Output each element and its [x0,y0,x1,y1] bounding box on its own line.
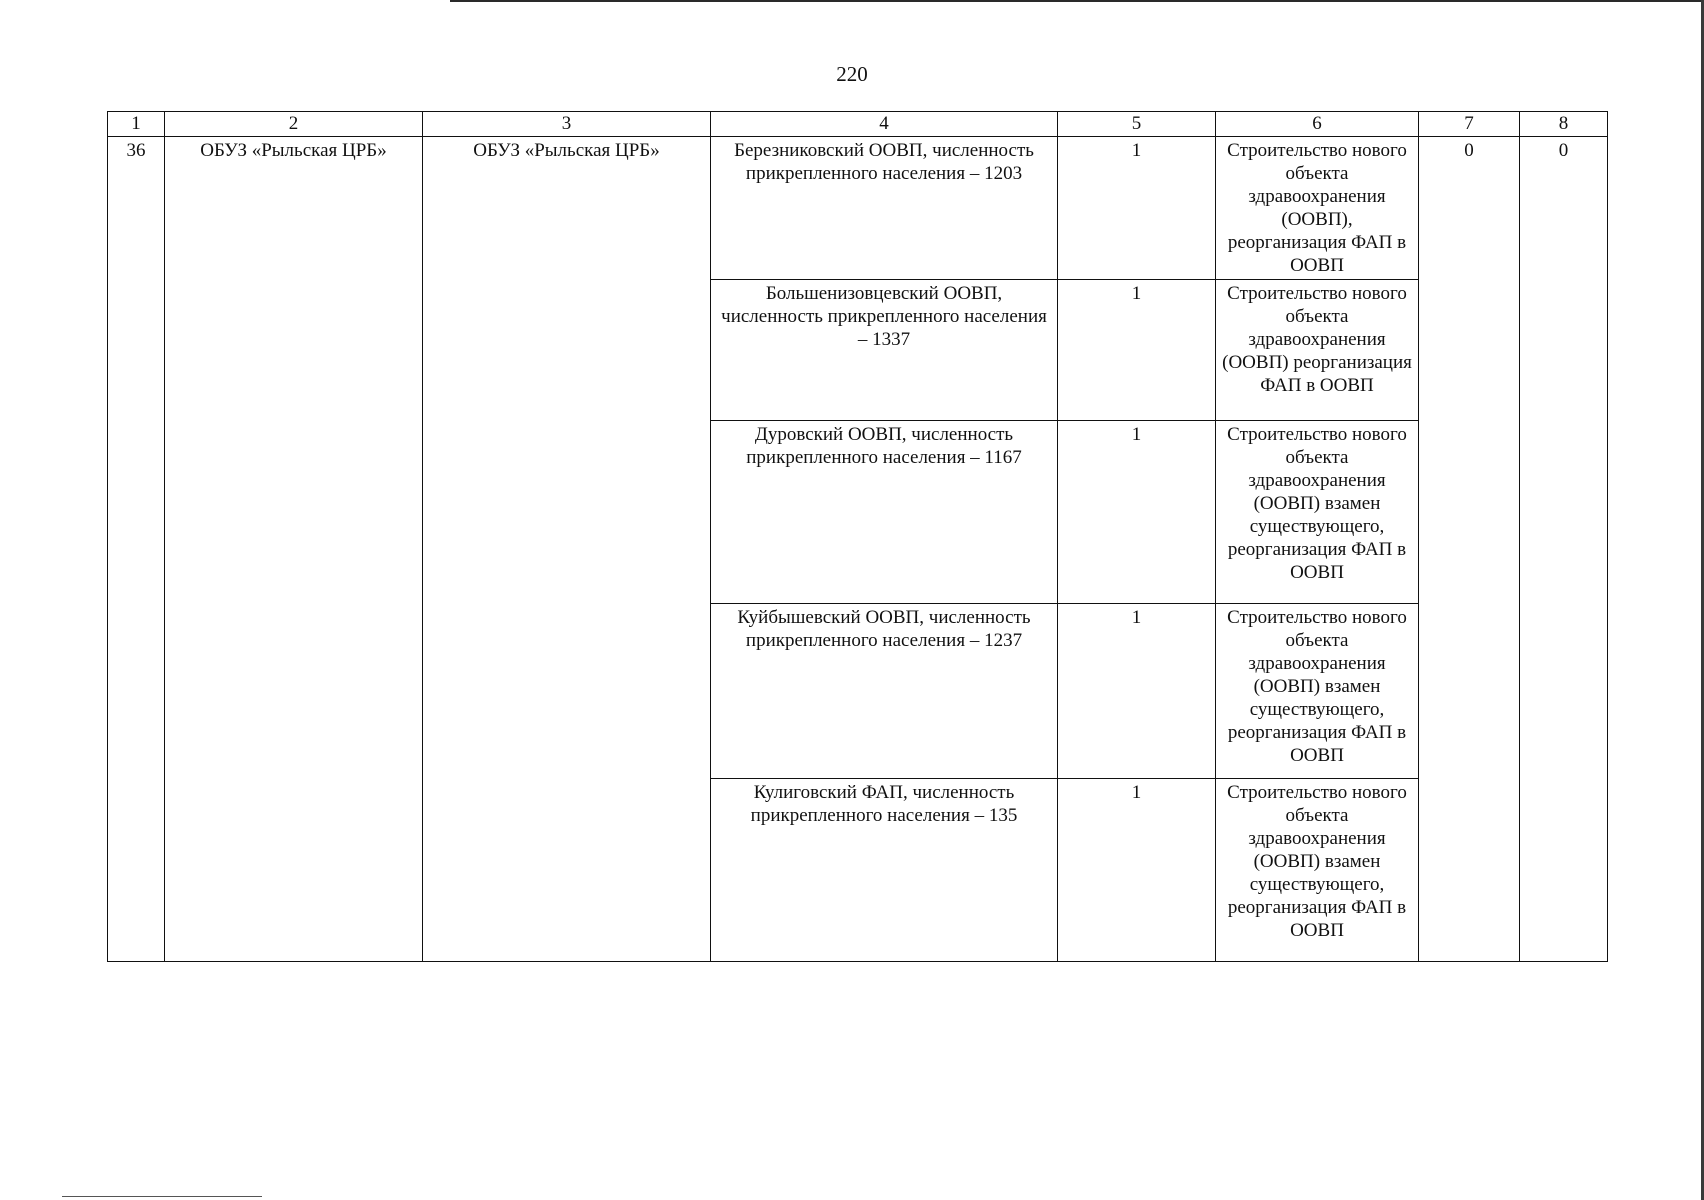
action-cell: Строительство нового объекта здравоохранения (ООВП) взамен существующего, реорганизация ФАП в ООВП [1216,421,1419,604]
table-row [108,137,1608,280]
header-cell-8: 8 [1520,112,1608,137]
scan-edge-bottom [62,1196,262,1197]
count-cell: 1 [1058,280,1216,421]
count-cell: 1 [1058,137,1216,280]
object-cell: Кулиговский ФАП, численность прикрепленного населения – 135 [711,779,1058,962]
col8-cell: 0 [1520,137,1608,962]
object-cell: Куйбышевский ООВП, численность прикрепленного населения – 1237 [711,604,1058,779]
object-cell: Березниковский ООВП, численность прикрепленного населения – 1203 [711,137,1058,280]
count-cell: 1 [1058,604,1216,779]
data-table [107,111,1608,962]
header-cell-4: 4 [711,112,1058,137]
action-cell: Строительство нового объекта здравоохранения (ООВП) реорганизация ФАП в ООВП [1216,280,1419,421]
header-cell-5: 5 [1058,112,1216,137]
action-cell: Строительство нового объекта здравоохранения (ООВП) взамен существующего, реорганизация ФАП в ООВП [1216,779,1419,962]
scan-edge-top [450,0,1704,2]
object-cell: Дуровский ООВП, численность прикрепленного населения – 1167 [711,421,1058,604]
row-number-cell: 36 [108,137,165,962]
header-cell-3: 3 [423,112,711,137]
action-cell: Строительство нового объекта здравоохранения (ООВП) взамен существующего, реорганизация ФАП в ООВП [1216,604,1419,779]
object-cell: Большенизовцевский ООВП, численность прикрепленного населения – 1337 [711,280,1058,421]
header-cell-1: 1 [108,112,165,137]
header-cell-7: 7 [1419,112,1520,137]
organization-ref-cell: ОБУЗ «Рыльская ЦРБ» [423,137,711,962]
header-row [108,112,1608,137]
organization-cell: ОБУЗ «Рыльская ЦРБ» [165,137,423,962]
action-cell: Строительство нового объекта здравоохранения (ООВП), реорганизация ФАП в ООВП [1216,137,1419,280]
count-cell: 1 [1058,779,1216,962]
page-number: 220 [836,62,868,86]
header-cell-6: 6 [1216,112,1419,137]
col7-cell: 0 [1419,137,1520,962]
header-cell-2: 2 [165,112,423,137]
count-cell: 1 [1058,421,1216,604]
